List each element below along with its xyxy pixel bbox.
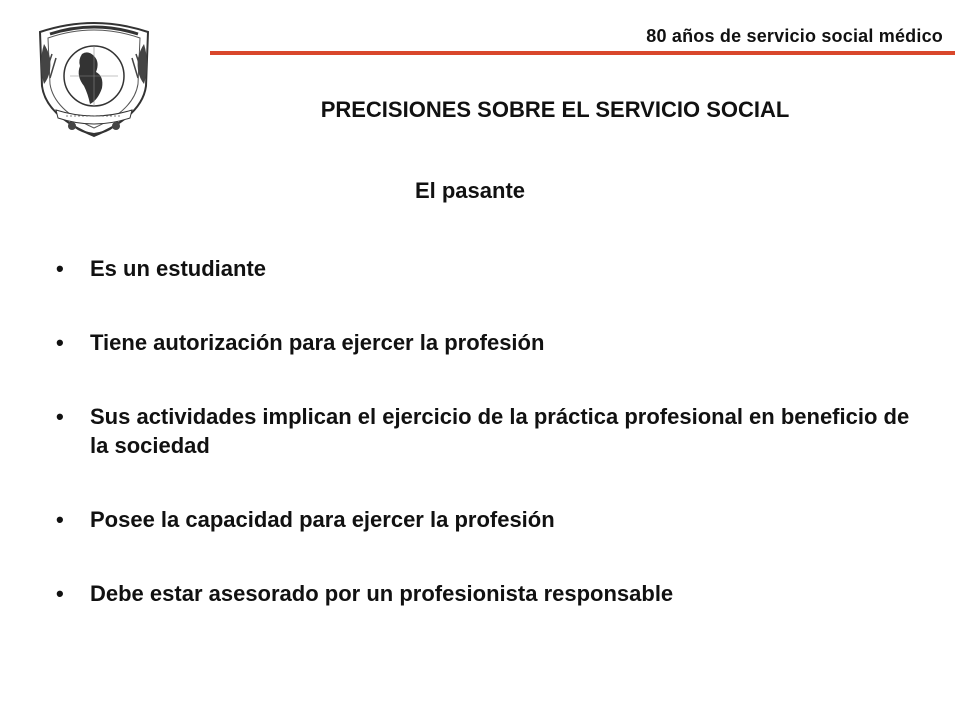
bullet-marker: • (56, 404, 64, 429)
bullet-item (56, 402, 916, 460)
header-tagline: 80 años de servicio social médico (646, 26, 943, 46)
bullet-item (56, 328, 916, 357)
bullet-item (56, 254, 916, 283)
bullet-text: Es un estudiante (90, 256, 267, 281)
bullet-marker: • (56, 507, 64, 532)
bullet-text: Posee la capacidad para ejercer la profesión (90, 507, 555, 532)
bullet-item (56, 505, 916, 534)
bullet-text: Debe estar asesorado por un profesionista responsable (90, 581, 674, 606)
bullet-list (56, 254, 916, 608)
bullet-marker: • (56, 581, 64, 606)
header-rule (210, 51, 955, 55)
bullet-marker: • (56, 330, 64, 355)
bullet-marker: • (56, 256, 64, 281)
unam-seal-icon (30, 14, 158, 140)
bullet-item (56, 579, 916, 608)
bullet-text: Sus actividades implican el ejercicio de la práctica profesional en beneficio de la sociedad (90, 404, 910, 458)
slide-title: PRECISIONES SOBRE EL SERVICIO SOCIAL (320, 97, 790, 122)
slide-subtitle: El pasante (414, 178, 526, 203)
bullet-text: Tiene autorización para ejercer la profesión (90, 330, 545, 355)
